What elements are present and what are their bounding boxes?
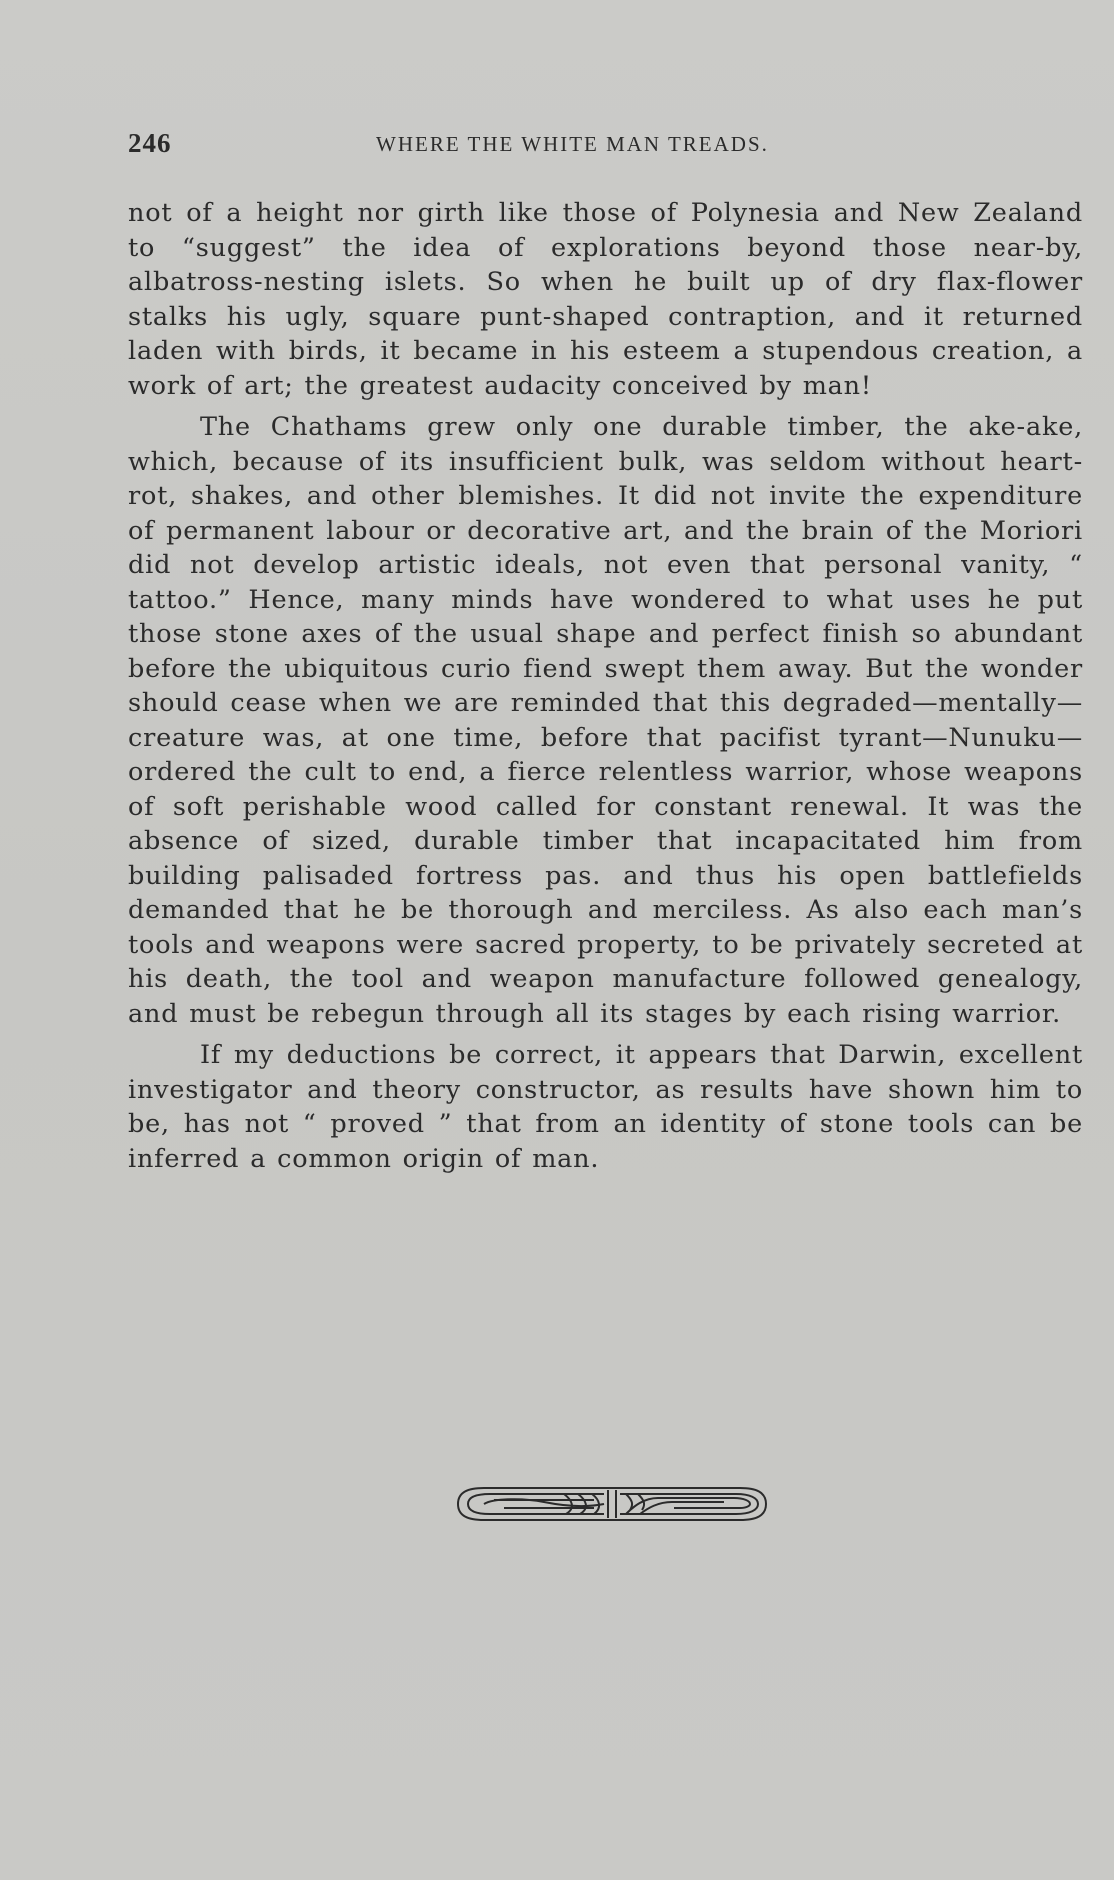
running-title: WHERE THE WHITE MAN TREADS. (376, 132, 769, 156)
paragraph-chathams-timber: The Chathams grew only one durable timber, the ake-ake, which, because of its insufficient bulk, was seldom without heart-rot, shakes, and other blemishes. It did not invite the expenditure of permanent labour or decorative art, and the brain of the Moriori did not develop artistic ideals, not even that personal vanity, “ tattoo.” Hence, many minds have wondered to what uses he put those stone axes of the usual shape and perfect finish so abundant before the ubiquitous curio fiend swept them away. But the wonder should cease when we are reminded that this degraded—mentally—creature was, at one time, before that pacifist tyrant—Nunuku—ordered the cult to end, a fierce relentless warrior, whose weapons of soft perishable wood called for constant renewal. It was the absence of sized, durable timber that incapacitated him from building palisaded fortress pas. and thus his open battlefields demanded that he be thorough and merciless. As also each man’s tools and weapons were sacred property, to be privately secreted at his death, the tool and weapon manufacture followed genealogy, and must be rebegun through all its stages by each rising warrior. (128, 412, 1083, 1029)
running-header (128, 128, 1083, 168)
body-text (128, 196, 1083, 1176)
page-number: 246 (128, 128, 172, 158)
decorative-scroll-ornament-icon (454, 1484, 770, 1524)
paragraph-continuation: not of a height nor girth like those of Polynesia and New Zealand to “suggest” the idea of explorations beyond those near-by, albatross-nesting islets. So when he built up of dry flax-flower stalks his ugly, square punt-shaped contraption, and it returned laden with birds, it became in his esteem a stupendous creation, a work of art; the greatest audacity conceived by man! (128, 198, 1083, 401)
paragraph-darwin-conclusion: If my deductions be correct, it appears that Darwin, excellent investigator and theory constructor, as results have shown him to be, has not “ proved ” that from an identity of stone tools can be inferred a common origin of man. (128, 1040, 1083, 1174)
book-page (128, 128, 1083, 1183)
